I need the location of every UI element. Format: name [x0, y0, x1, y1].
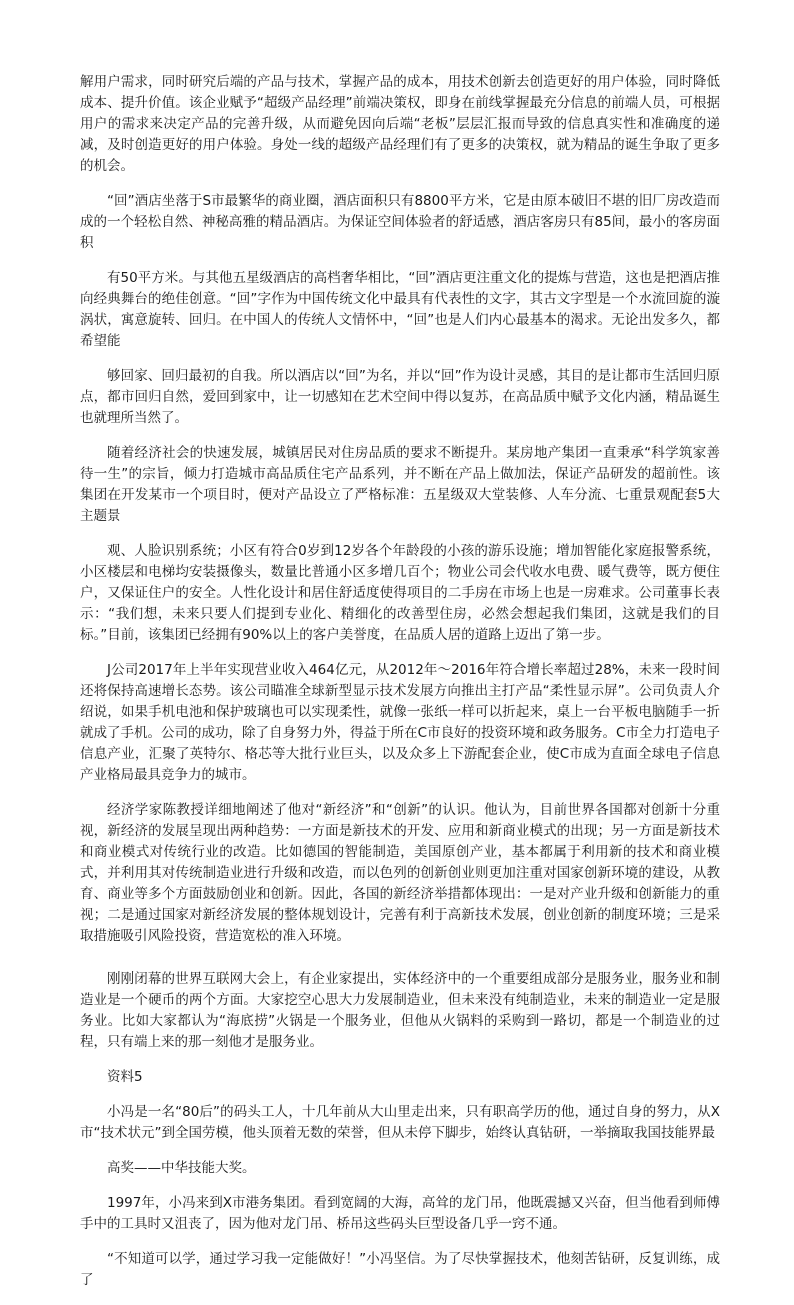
paragraph-real-estate-cont: 观、人脸识别系统；小区有符合0岁到12岁各个年龄段的小孩的游乐设施；增加智能化家庭报警系统，小区楼层和电梯均安装摄像头，数量比普通小区多增几百个；物业公司会代收水电费、暖气费等，既方便住户，又保证住户的安全。人性化设计和居住舒适度使得项目的二手房在市场上也是一房难求。公司董事长表示：“我们想，未来只要人们提到专业化、精细化的改善型住房，必然会想起我们集团，这就是我们的目标。”目前，该集团已经拥有90%以上的客户美誉度，在品质人居的道路上迈出了第一步。 [80, 543, 720, 643]
paragraph-hotel-intro: “回”酒店坐落于S市最繁华的商业圈，酒店面积只有8800平方米，它是由原本破旧不堪的旧厂房改造而成的一个轻松自然、神秘高雅的精品酒店。为保证空间体验者的舒适感，酒店客房只有85间，最小的客房面积 [80, 193, 720, 251]
paragraph-hotel-return: 够回家、回归最初的自我。所以酒店以“回”为名，并以“回”作为设计灵感，其目的是让都市生活回归原点，都市回归自然，爱回到家中，让一切感知在艺术空间中得以复苏，在高品质中赋予文化内涵，精品诞生也就理所当然了。 [80, 368, 720, 426]
section-heading-material-5: 资料5 [107, 1069, 143, 1085]
paragraph-service-industry: 刚刚闭幕的世界互联网大会上，有企业家提出，实体经济中的一个重要组成部分是服务业，服务业和制造业是一个硬币的两个方面。大家挖空心思大力发展制造业，但未来没有纯制造业，未来的制造业一定是服务业。比如大家都认为“海底捞”火锅是一个服务业，但他从火锅料的采购到一路切，都是一个制造业的过程，只有端上来的那一刻他才是服务业。 [80, 971, 720, 1050]
paragraph-new-economy: 经济学家陈教授详细地阐述了他对“新经济”和“创新”的认识。他认为，目前世界各国都对创新十分重视，新经济的发展呈现出两种趋势：一方面是新技术的开发、应用和新商业模式的出现；另一方面是新技术和商业模式对传统行业的改造。比如德国的智能制造，美国原创产业，基本都属于利用新的技术和商业模式，并利用其对传统制造业进行升级和改造，而以色列的创新创业则更加注重对国家创新环境的建设，从教育、商业等多个方面鼓励创业和创新。因此，各国的新经济举措都体现出：一是对产业升级和创新能力的重视；二是通过国家对新经济发展的整体规划设计，完善有利于高新技术发展，创业创新的制度环境；三是采取措施吸引风险投资，营造宽松的准入环境。 [80, 802, 720, 944]
paragraph-quote: “不知道可以学，通过学习我一定能做好！”小冯坚信。为了尽快掌握技术，他刻苦钻研，反复训练，成了 [80, 1251, 720, 1288]
paragraph-real-estate: 随着经济社会的快速发展，城镇居民对住房品质的要求不断提升。某房地产集团一直秉承“科学筑家善待一生”的宗旨，倾力打造城市高品质住宅产品系列，并不断在产品上做加法，保证产品研发的超前性。该集团在开发某市一个项目时，便对产品设立了严格标准：五星级双大堂装修、人车分流、七重景观配套5大主题景 [80, 445, 720, 524]
paragraph-1997: 1997年，小冯来到X市港务集团。看到宽阔的大海，高耸的龙门吊，他既震撼又兴奋，但当他看到师傅手中的工具时又沮丧了，因为他对龙门吊、桥吊这些码头巨型设备几乎一窍不通。 [80, 1195, 720, 1232]
paragraph-xiao-feng-intro: 小冯是一名“80后”的码头工人，十几年前从大山里走出来，只有职高学历的他，通过自身的努力，从X市“技术状元”到全国劳模，他头顶着无数的荣誉，但从未停下脚步，始终认真钻研，一举摘取我国技能界最 [80, 1104, 720, 1141]
paragraph-j-company: J公司2017年上半年实现营业收入464亿元，从2012年～2016年符合增长率超过28%，未来一段时间还将保持高速增长态势。该公司瞄准全球新型显示技术发展方向推出主打产品“柔性显示屏”。公司负责人介绍说，如果手机电池和保护玻璃也可以实现柔性，就像一张纸一样可以折起来，桌上一台平板电脑随手一折就成了手机。公司的成功，除了自身努力外，得益于所在C市良好的投资环境和政务服务。C市全力打造电子信息产业，汇聚了英特尔、格芯等大批行业巨头，以及众多上下游配套企业，使C市成为直面全球电子信息产业格局最具竞争力的城市。 [80, 662, 720, 783]
paragraph-user-demand: 解用户需求，同时研究后端的产品与技术，掌握产品的成本，用技术创新去创造更好的用户体验，同时降低成本、提升价值。该企业赋予“超级产品经理”前端决策权，即身在前线掌握最充分信息的前端人员，可根据用户的需求来决定产品的完善升级，从而避免因向后端“老板”层层汇报而导致的信息真实性和准确度的递减，及时创造更好的用户体验。身处一线的超级产品经理们有了更多的决策权，就为精品的诞生争取了更多的机会。 [80, 74, 720, 174]
document-page [80, 72, 720, 1305]
paragraph-award: 高奖——中华技能大奖。 [107, 1160, 256, 1176]
paragraph-hotel-culture: 有50平方米。与其他五星级酒店的高档奢华相比，“回”酒店更注重文化的提炼与营造，这也是把酒店推向经典舞台的绝佳创意。“回”字作为中国传统文化中最具有代表性的文字，其古文字型是一个水流回旋的漩涡状，寓意旋转、回归。在中国人的传统人文情怀中，“回”也是人们内心最基本的渴求。无论出发多久，都希望能 [80, 270, 720, 349]
